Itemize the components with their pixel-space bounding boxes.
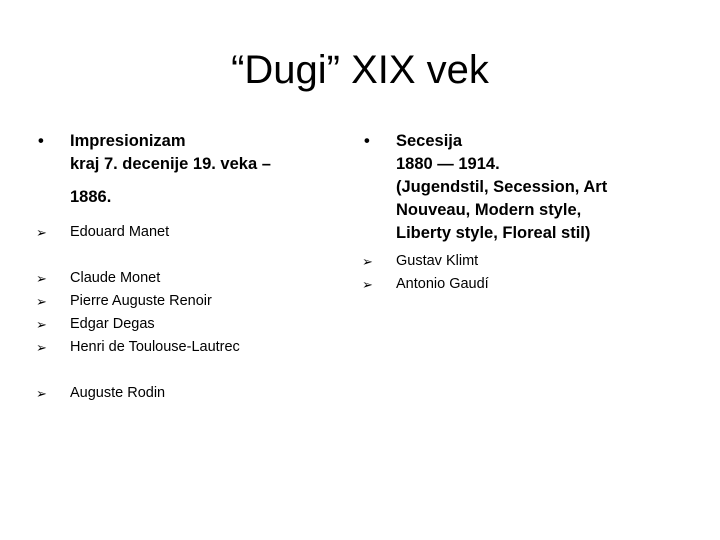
list-item-text: Antonio Gaudí: [396, 276, 489, 292]
list-item: [36, 267, 346, 290]
heading-line: 1880 — 1914.: [396, 155, 500, 173]
left-column: [36, 130, 346, 405]
list-item: [36, 313, 346, 336]
list-item-text: Auguste Rodin: [70, 385, 166, 401]
slide-title: “Dugi” XIX vek: [231, 48, 489, 92]
arrow-bullet-icon: ➢: [36, 317, 47, 332]
arrow-bullet-icon: ➢: [36, 294, 47, 309]
list-item: [362, 250, 682, 273]
bullet-icon: •: [38, 132, 44, 150]
heading-line: Secesija: [396, 132, 463, 150]
list-item: [36, 382, 346, 405]
list-item-text: Edgar Degas: [70, 316, 155, 332]
list-item-text: Henri de Toulouse-Lautrec: [70, 339, 240, 355]
list-group: [362, 250, 682, 296]
list-item: [36, 336, 346, 359]
heading-line: 1886.: [70, 188, 112, 206]
list-item-text: Claude Monet: [70, 270, 161, 286]
heading-line: Impresionizam: [70, 132, 186, 150]
heading-line: Nouveau, Modern style,: [396, 201, 582, 219]
list-group: [36, 221, 346, 244]
impresionizam-heading: [36, 130, 346, 209]
list-item: [36, 290, 346, 313]
arrow-bullet-icon: ➢: [36, 225, 47, 240]
arrow-bullet-icon: ➢: [362, 277, 373, 292]
right-column: [362, 130, 682, 296]
arrow-bullet-icon: ➢: [36, 340, 47, 355]
list-item-text: Gustav Klimt: [396, 253, 479, 269]
bullet-icon: •: [364, 132, 370, 150]
arrow-bullet-icon: ➢: [36, 386, 47, 401]
heading-line: Liberty style, Floreal stil): [396, 224, 591, 242]
arrow-bullet-icon: ➢: [362, 254, 373, 269]
list-item: [362, 273, 682, 296]
list-item: [36, 221, 346, 244]
list-group: [36, 382, 346, 405]
heading-line: (Jugendstil, Secession, Art: [396, 178, 608, 196]
list-item-text: Edouard Manet: [70, 224, 170, 240]
list-item-text: Pierre Auguste Renoir: [70, 293, 212, 309]
heading-line: kraj 7. decenije 19. veka –: [70, 155, 271, 173]
arrow-bullet-icon: ➢: [36, 271, 47, 286]
secesija-heading: [362, 130, 682, 245]
list-group: [36, 267, 346, 359]
